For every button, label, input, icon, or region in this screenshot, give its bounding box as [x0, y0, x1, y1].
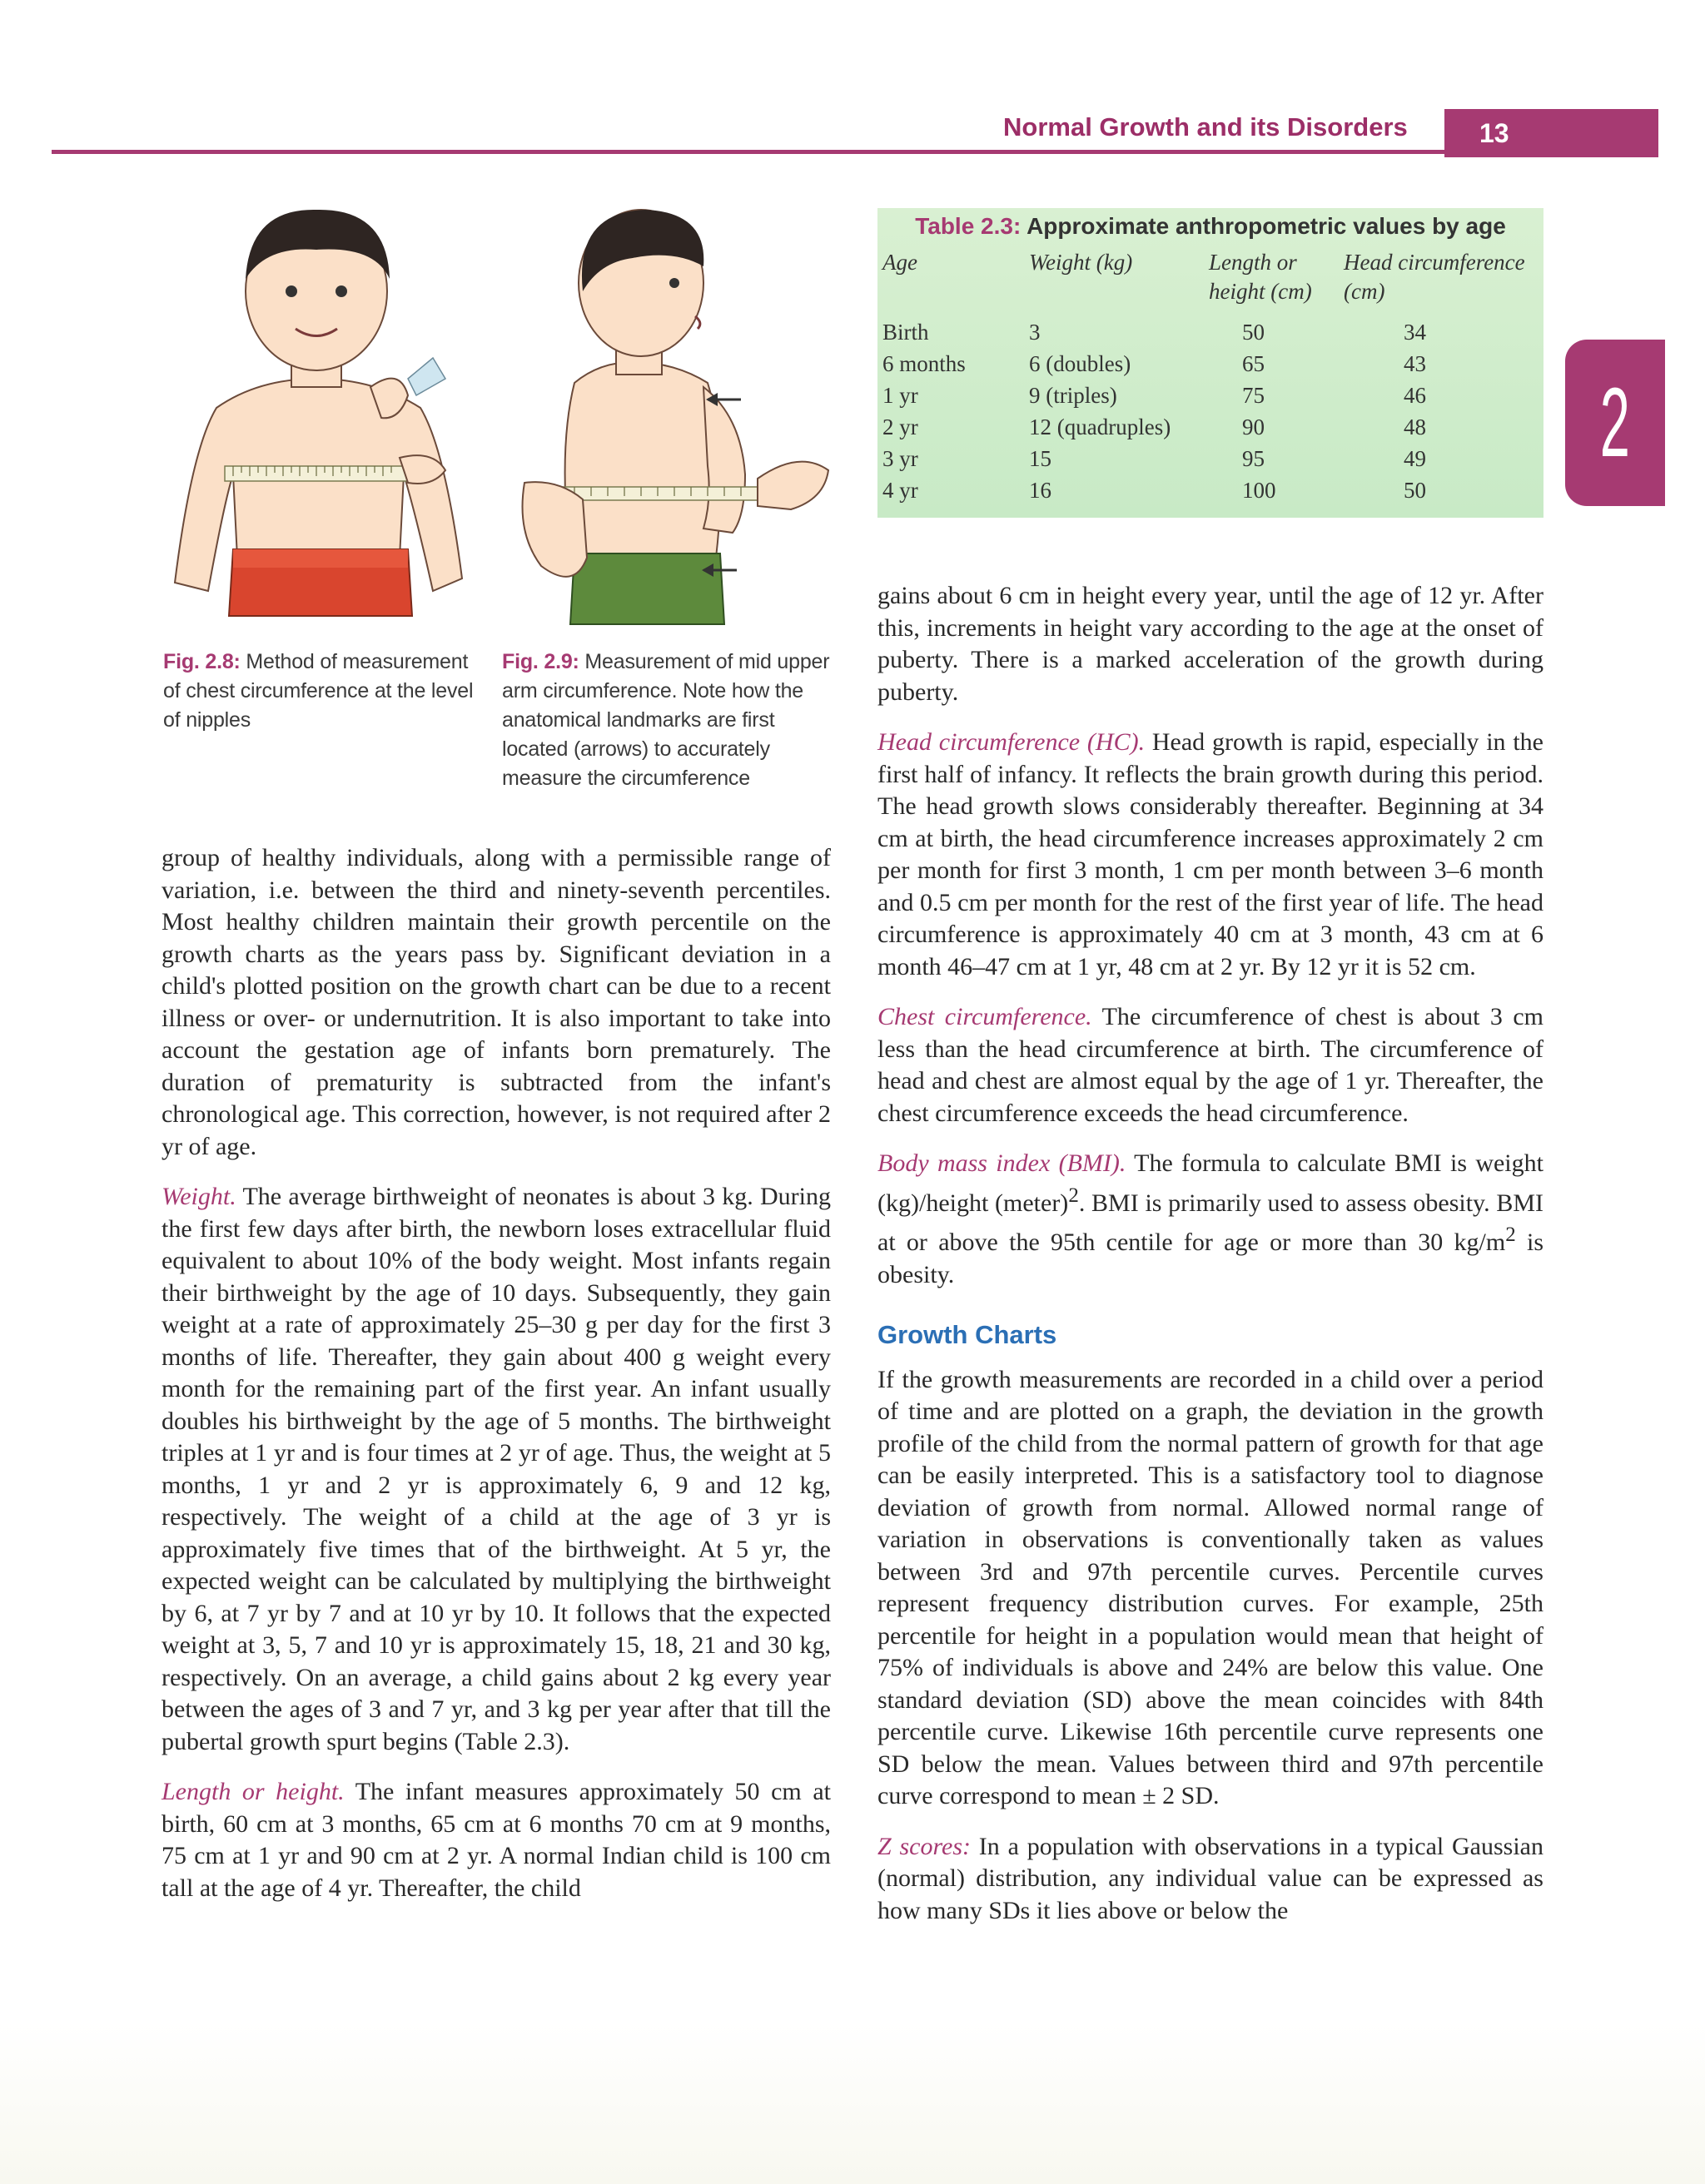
hc-lead: Head circumference (HC). — [877, 728, 1146, 756]
z-lead: Z scores: — [877, 1832, 972, 1860]
paragraph-height-gain: gains about 6 cm in height every year, until the age of 12 yr. After this, increments in height vary according to the age at the onset of puberty. There is a marked acceleration of the growth during puberty. — [877, 582, 1543, 706]
cell-head: 43 — [1404, 351, 1426, 376]
header-head-circumference: Head circumference (cm) — [1344, 250, 1525, 304]
paragraph-percentiles: group of healthy individuals, along with a permissible range of variation, i.e. between the third and ninety-seventh percentiles. Most healthy children maintain their growth percentile on the growth charts as the years pass by. Significant deviation in a child's plotted position on the growth chart can be due to a recent illness or over- or undernutrition. It is also important to take into account the gestation age of infants born prematurely. The duration of prematurity is subtracted from the infant's chronological age. This correction, however, is not required after 2 yr of age. — [162, 844, 831, 1160]
cell-weight: 15 — [1029, 446, 1051, 471]
growth-charts-heading-wrap — [877, 1319, 1543, 1353]
cell-length: 90 — [1242, 414, 1265, 439]
header-age: Age — [882, 250, 917, 275]
cell-age: Birth — [882, 320, 929, 345]
figure-2-8-label: Fig. 2.8: — [163, 650, 241, 673]
table-row — [882, 316, 1527, 348]
bmi-superscript-1: 2 — [1068, 1184, 1079, 1207]
cell-length: 65 — [1242, 351, 1265, 376]
bmi-lead: Body mass index (BMI). — [877, 1149, 1126, 1177]
running-header-title: Normal Growth and its Disorders — [1003, 112, 1408, 141]
paragraph-chest-circumference — [877, 1001, 1543, 1129]
cell-age: 1 yr — [882, 383, 918, 408]
cell-age: 6 months — [882, 351, 966, 376]
table-row — [882, 474, 1527, 506]
cell-weight: 12 (quadruples) — [1029, 414, 1171, 439]
cell-weight: 3 — [1029, 320, 1041, 345]
table-2-3-label: Table 2.3: — [915, 213, 1022, 239]
chest-text: The circumference of chest is about 3 cm less than the head circumference at birth. The circumference of head and chest are almost equal by the age of 1 yr. Thereafter, the chest circumference exceeds the head circumference. — [877, 1003, 1543, 1127]
page-number: 13 — [1444, 109, 1658, 157]
cell-head: 50 — [1404, 478, 1426, 503]
length-lead: Length or height. — [162, 1778, 345, 1805]
paragraph-head-circumference — [877, 727, 1543, 983]
z-text: In a population with observations in a typical Gaussian (normal) distribution, any individual value can be expressed as how many SDs it lies above or below the — [877, 1832, 1543, 1924]
cell-length: 100 — [1242, 478, 1276, 503]
cell-head: 48 — [1404, 414, 1426, 439]
figure-2-9-label: Fig. 2.9: — [502, 650, 579, 673]
figure-2-9-text: Measurement of mid upper arm circumference. Note how the anatomical landmarks are first located (arrows) to accurately measure the circumference — [502, 650, 830, 790]
paragraph-growth-charts: If the growth measurements are recorded in a child over a period of time and are plotted on a graph, the deviation in the growth profile of the child from the normal pattern of growth for that age can be easily interpreted. This is a satisfactory tool to diagnose deviation of growth from normal. Allowed normal range of variation in observations is conventionally taken as values between 3rd and 97th percentile curves. Percentile curves represent frequency distribution curves. For example, 25th percentile for height in a population would mean that height of 75% of individuals is above and 24% are below this value. One standard deviation (SD) above the mean coincides with 84th percentile curve. Likewise 16th percentile curve represents one SD below the mean. Values between third and 97th percentile curve correspond to mean ± 2 SD. — [877, 1365, 1543, 1809]
figure-2-9-caption — [502, 648, 837, 793]
left-column — [162, 842, 831, 1923]
length-text: The infant measures approximately 50 cm at birth, 60 cm at 3 months, 65 cm at 6 months 70 cm at 9 months, 75 cm at 1 yr and 90 cm at 2 yr. A normal Indian child is 100 cm tall at the age of 4 yr. Thereafter, the child — [162, 1778, 831, 1902]
cell-weight: 6 (doubles) — [1029, 351, 1131, 376]
table-2-3 — [882, 248, 1527, 506]
cell-age: 2 yr — [882, 414, 918, 439]
cell-length: 75 — [1242, 383, 1265, 408]
table-row — [882, 411, 1527, 443]
cell-length: 50 — [1242, 320, 1265, 345]
figure-2-8-text: Method of measurement of chest circumference at the level of nipples — [163, 650, 474, 732]
cell-weight: 9 (triples) — [1029, 383, 1117, 408]
table-2-3-caption: Approximate anthropometric values by age — [1026, 213, 1506, 239]
cell-age: 3 yr — [882, 446, 918, 471]
page-bottom-shade — [0, 2023, 1705, 2184]
right-column — [877, 580, 1543, 1945]
bmi-text-3: is obesity. — [877, 1228, 1543, 1288]
chapter-number: 2 — [1599, 368, 1631, 478]
figure-2-9-illustration — [508, 200, 841, 633]
figure-2-8-caption — [163, 648, 481, 735]
weight-lead: Weight. — [162, 1183, 236, 1210]
table-row — [882, 348, 1527, 380]
header-length: Length or height (cm) — [1209, 250, 1312, 304]
header-weight: Weight (kg) — [1029, 250, 1133, 275]
paragraph-bmi — [877, 1148, 1543, 1291]
table-header-row — [882, 248, 1527, 316]
table-row — [882, 443, 1527, 474]
figure-2-8-illustration — [158, 200, 475, 633]
paragraph-length — [162, 1776, 831, 1904]
paragraph-weight — [162, 1181, 831, 1758]
cell-length: 95 — [1242, 446, 1265, 471]
cell-weight: 16 — [1029, 478, 1051, 503]
weight-text: The average birthweight of neonates is about 3 kg. During the first few days after birth, the newborn loses extracellular fluid equivalent to about 10% of the body weight. Most infants regain their birthweight by the age of 10 days. Subsequently, they gain weight at a rate of approximately 25–30 g per day for the first 3 months of life. Thereafter, they gain about 400 g weight every month for the remaining part of the first year. An infant usually doubles his birthweight by the age of 5 months. The birthweight triples at 1 yr and is four times at 2 yr of age. Thus, the weight at 5 months, 1 yr and 2 yr is approximately 6, 9 and 12 kg, respectively. The weight of a child at the age of 3 yr is approximately five times that of the birthweight. At 5 yr, the expected weight can be calculated by multiplying the birthweight by 6, at 7 yr by 7 and at 10 yr by 10. It follows that the expected weight at 3, 5, 7 and 10 yr is approximately 15, 18, 21 and 30 kg, respectively. On an average, a child gains about 2 kg every year between the ages of 3 and 7 yr, and 3 kg per year after that till the pubertal growth spurt begins (Table 2.3). — [162, 1183, 831, 1755]
growth-charts-heading: Growth Charts — [877, 1320, 1057, 1349]
cell-head: 49 — [1404, 446, 1426, 471]
chest-lead: Chest circumference. — [877, 1003, 1092, 1030]
bmi-text-1: The formula to calculate BMI is weight (kg)/height (meter) — [877, 1149, 1543, 1217]
paragraph-z-scores — [877, 1831, 1543, 1928]
chapter-tab — [1565, 340, 1665, 506]
bmi-superscript-2: 2 — [1505, 1224, 1516, 1246]
bmi-text-2: . BMI is primarily used to assess obesity. BMI at or above the 95th centile for age or more than 30 kg/m — [877, 1189, 1543, 1256]
cell-head: 34 — [1404, 320, 1426, 345]
hc-text: Head growth is rapid, especially in the first half of infancy. It reflects the brain growth during this period. The head growth slows considerably thereafter. Beginning at 34 cm at birth, the head circumference increases approximately 2 cm per month for first 3 month, 1 cm per month between 3–6 month and 0.5 cm per month for the rest of the first year of life. The head circumference is approximately 40 cm at 3 month, 43 cm at 6 month 46–47 cm at 1 yr, 48 cm at 2 yr. By 12 yr it is 52 cm. — [877, 728, 1543, 980]
table-row — [882, 380, 1527, 411]
table-2-3-title — [877, 213, 1543, 240]
cell-age: 4 yr — [882, 478, 918, 503]
cell-head: 46 — [1404, 383, 1426, 408]
header-rule — [52, 150, 1658, 154]
